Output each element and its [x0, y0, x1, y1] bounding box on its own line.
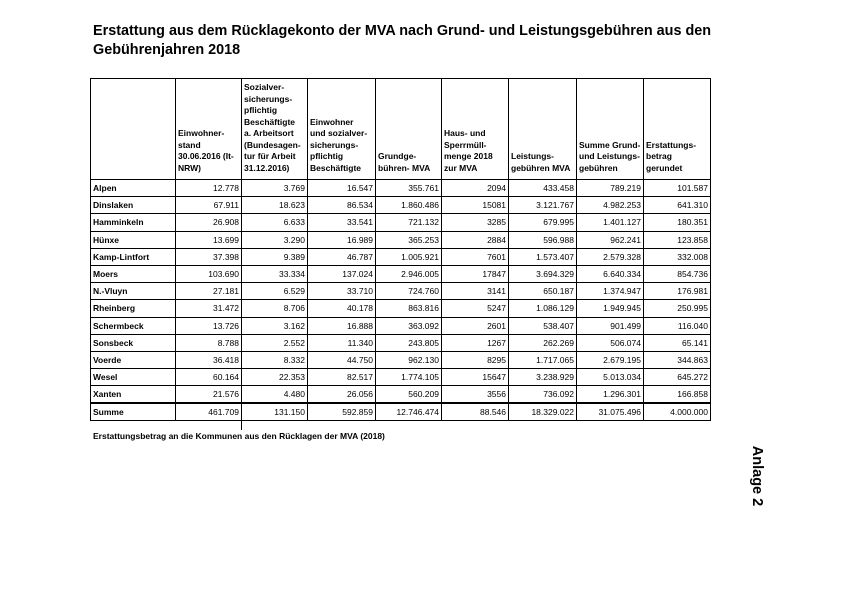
column-header-performance-fee — [509, 79, 577, 180]
municipality-name: Wesel — [91, 369, 176, 386]
cell-refund-amount: 854.736 — [644, 265, 711, 282]
municipality-name: Sonsbeck — [91, 334, 176, 351]
cell-base-fee: 365.253 — [376, 231, 442, 248]
column-header-refund-amount — [644, 79, 711, 180]
cell-refund-amount: 641.310 — [644, 197, 711, 214]
column-header-line: Haus- und — [444, 128, 486, 138]
column-header-population — [176, 79, 242, 180]
cell-refund-amount: 176.981 — [644, 283, 711, 300]
table-row — [91, 283, 711, 300]
cell-population: 12.778 — [176, 180, 242, 197]
cell-population: 8.788 — [176, 334, 242, 351]
cell-employees: 8.706 — [242, 300, 308, 317]
cell-performance-fee: 1.717.065 — [509, 351, 577, 368]
column-header-line: und sozialver- — [310, 128, 368, 138]
column-header-employees — [242, 79, 308, 180]
cell-base-fee: 2.946.005 — [376, 265, 442, 282]
cell-total-fees: 2.679.195 — [577, 351, 644, 368]
column-header-line: Einwohner — [310, 116, 354, 127]
cell-base-fee: 560.209 — [376, 386, 442, 403]
column-header-line: tur für Arbeit — [244, 151, 296, 161]
cell-employees: 4.480 — [242, 386, 308, 403]
cell-total-fees: 1.296.301 — [577, 386, 644, 403]
cell-waste-volume: 2601 — [442, 317, 509, 334]
cell-total-fees: 506.074 — [577, 334, 644, 351]
cell-waste-volume: 1267 — [442, 334, 509, 351]
municipality-name: Moers — [91, 265, 176, 282]
column-header-line: bühren- MVA — [378, 162, 431, 173]
column-header-population-plus-employees — [308, 79, 376, 180]
column-header-line: Sozialver- — [244, 82, 285, 92]
cell-employees: 18.623 — [242, 197, 308, 214]
column-header-line: a. Arbeitsort — [244, 128, 294, 138]
cell-base-fee: 12.746.474 — [376, 403, 442, 421]
cell-performance-fee: 3.238.929 — [509, 369, 577, 386]
cell-waste-volume: 5247 — [442, 300, 509, 317]
cell-refund-amount: 645.272 — [644, 369, 711, 386]
cell-employees: 22.353 — [242, 369, 308, 386]
table-row — [91, 197, 711, 214]
cell-employees: 2.552 — [242, 334, 308, 351]
cell-waste-volume: 15081 — [442, 197, 509, 214]
cell-performance-fee: 1.086.129 — [509, 300, 577, 317]
column-header-line: 30.06.2016 (It- — [178, 151, 234, 161]
table-row — [91, 231, 711, 248]
cell-employees: 9.389 — [242, 248, 308, 265]
cell-employees: 3.769 — [242, 180, 308, 197]
column-header-waste-volume — [442, 79, 509, 180]
municipality-name: Hamminkeln — [91, 214, 176, 231]
cell-total-fees: 2.579.328 — [577, 248, 644, 265]
column-header-line: gerundet — [646, 162, 683, 173]
cell-base-fee: 724.760 — [376, 283, 442, 300]
cell-population: 13.726 — [176, 317, 242, 334]
column-header-line: Beschäftigte — [244, 116, 296, 127]
cell-waste-volume: 3141 — [442, 283, 509, 300]
cell-employees: 131.150 — [242, 403, 308, 421]
cell-waste-volume: 88.546 — [442, 403, 509, 421]
cell-population-plus-employees: 137.024 — [308, 265, 376, 282]
cell-base-fee: 962.130 — [376, 351, 442, 368]
municipality-name: Rheinberg — [91, 300, 176, 317]
cell-refund-amount: 250.995 — [644, 300, 711, 317]
cell-population-plus-employees: 16.547 — [308, 180, 376, 197]
total-row — [91, 403, 711, 421]
cell-population-plus-employees: 11.340 — [308, 334, 376, 351]
municipality-name: Voerde — [91, 351, 176, 368]
cell-total-fees: 1.401.127 — [577, 214, 644, 231]
cell-base-fee: 243.805 — [376, 334, 442, 351]
cell-waste-volume: 7601 — [442, 248, 509, 265]
cell-employees: 3.162 — [242, 317, 308, 334]
cell-population: 36.418 — [176, 351, 242, 368]
cell-waste-volume: 2884 — [442, 231, 509, 248]
document-title-line-2: Gebührenjahren 2018 — [93, 42, 241, 58]
cell-population-plus-employees: 33.710 — [308, 283, 376, 300]
column-header-line: betrag — [646, 151, 672, 161]
cell-population: 31.472 — [176, 300, 242, 317]
municipality-name: Xanten — [91, 386, 176, 403]
cell-refund-amount: 123.858 — [644, 231, 711, 248]
cell-population-plus-employees: 82.517 — [308, 369, 376, 386]
cell-population-plus-employees: 592.859 — [308, 403, 376, 421]
cell-waste-volume: 2094 — [442, 180, 509, 197]
cell-refund-amount: 116.040 — [644, 317, 711, 334]
municipality-name: Schermbeck — [91, 317, 176, 334]
cell-employees: 3.290 — [242, 231, 308, 248]
cell-employees: 6.633 — [242, 214, 308, 231]
municipality-name: Hünxe — [91, 231, 176, 248]
column-header-line: gebühren MVA — [511, 162, 571, 173]
cell-performance-fee: 433.458 — [509, 180, 577, 197]
cell-employees: 6.529 — [242, 283, 308, 300]
municipality-name: N.-Vluyn — [91, 283, 176, 300]
cell-population: 60.164 — [176, 369, 242, 386]
cell-population-plus-employees: 33.541 — [308, 214, 376, 231]
table-row — [91, 317, 711, 334]
document-title-line-1: Erstattung aus dem Rücklagekonto der MVA nach Grund- und Leistungsgebühren aus den — [93, 23, 712, 39]
cell-population: 13.699 — [176, 231, 242, 248]
column-header-line: pflichtig — [244, 105, 278, 115]
cell-population-plus-employees: 86.534 — [308, 197, 376, 214]
divider-line — [241, 419, 242, 430]
cell-performance-fee: 538.407 — [509, 317, 577, 334]
total-label: Summe — [91, 403, 176, 421]
municipality-name: Kamp-Lintfort — [91, 248, 176, 265]
cell-population-plus-employees: 46.787 — [308, 248, 376, 265]
column-header-line: Einwohner- — [178, 128, 225, 138]
cell-refund-amount: 344.863 — [644, 351, 711, 368]
cell-waste-volume: 3285 — [442, 214, 509, 231]
cell-base-fee: 1.005.921 — [376, 248, 442, 265]
cell-population: 26.908 — [176, 214, 242, 231]
column-header-line: sicherungs- — [310, 139, 359, 150]
table-row — [91, 214, 711, 231]
column-header-line: pflichtig — [310, 151, 344, 161]
cell-performance-fee: 262.269 — [509, 334, 577, 351]
cell-population: 103.690 — [176, 265, 242, 282]
attachment-label: Anlage 2 — [749, 445, 765, 507]
table-row — [91, 248, 711, 265]
table-row — [91, 369, 711, 386]
column-header-line: sicherungs- — [244, 93, 293, 104]
table-row — [91, 265, 711, 282]
cell-refund-amount: 101.587 — [644, 180, 711, 197]
municipality-name: Dinslaken — [91, 197, 176, 214]
column-header-line: und Leistungs- — [579, 151, 640, 161]
cell-population-plus-employees: 16.888 — [308, 317, 376, 334]
cell-total-fees: 789.219 — [577, 180, 644, 197]
refund-table — [90, 78, 711, 421]
cell-performance-fee: 18.329.022 — [509, 403, 577, 421]
cell-employees: 8.332 — [242, 351, 308, 368]
header-row — [91, 79, 711, 180]
cell-performance-fee: 650.187 — [509, 283, 577, 300]
column-header-line: stand — [178, 139, 201, 150]
cell-refund-amount: 166.858 — [644, 386, 711, 403]
municipality-name: Alpen — [91, 180, 176, 197]
column-header-line: Grundge- — [378, 151, 417, 161]
cell-base-fee: 1.860.486 — [376, 197, 442, 214]
column-header-line: Erstattungs- — [646, 139, 697, 150]
cell-performance-fee: 596.988 — [509, 231, 577, 248]
cell-waste-volume: 3556 — [442, 386, 509, 403]
cell-base-fee: 721.132 — [376, 214, 442, 231]
column-header-total-fees — [577, 79, 644, 180]
table-row — [91, 386, 711, 403]
cell-population-plus-employees: 40.178 — [308, 300, 376, 317]
column-header-line: menge 2018 — [444, 151, 493, 161]
cell-population: 461.709 — [176, 403, 242, 421]
column-header-line: Summe Grund- — [579, 139, 641, 150]
footnote: Erstattungsbetrag an die Kommunen aus den Rücklagen der MVA (2018) — [93, 431, 385, 441]
column-header-line: 31.12.2016) — [244, 162, 290, 173]
cell-waste-volume: 8295 — [442, 351, 509, 368]
cell-population-plus-employees: 44.750 — [308, 351, 376, 368]
column-header-line: Beschäftigte — [310, 162, 362, 173]
column-header-municipality — [91, 79, 176, 180]
column-header-line: Leistungs- — [511, 151, 554, 161]
table-row — [91, 334, 711, 351]
cell-base-fee: 1.774.105 — [376, 369, 442, 386]
cell-population: 21.576 — [176, 386, 242, 403]
cell-base-fee: 355.761 — [376, 180, 442, 197]
cell-performance-fee: 736.092 — [509, 386, 577, 403]
cell-performance-fee: 1.573.407 — [509, 248, 577, 265]
cell-total-fees: 4.982.253 — [577, 197, 644, 214]
cell-population-plus-employees: 26.056 — [308, 386, 376, 403]
cell-refund-amount: 180.351 — [644, 214, 711, 231]
column-header-line: zur MVA — [444, 162, 478, 173]
cell-performance-fee: 3.121.767 — [509, 197, 577, 214]
column-header-line: gebühren — [579, 162, 618, 173]
cell-total-fees: 31.075.496 — [577, 403, 644, 421]
cell-total-fees: 1.949.945 — [577, 300, 644, 317]
cell-total-fees: 901.499 — [577, 317, 644, 334]
cell-population: 27.181 — [176, 283, 242, 300]
cell-population-plus-employees: 16.989 — [308, 231, 376, 248]
cell-performance-fee: 3.694.329 — [509, 265, 577, 282]
table-row — [91, 180, 711, 197]
cell-waste-volume: 15647 — [442, 369, 509, 386]
cell-waste-volume: 17847 — [442, 265, 509, 282]
table-header — [91, 79, 711, 180]
cell-total-fees: 5.013.034 — [577, 369, 644, 386]
cell-base-fee: 363.092 — [376, 317, 442, 334]
cell-base-fee: 863.816 — [376, 300, 442, 317]
cell-refund-amount: 4.000.000 — [644, 403, 711, 421]
column-header-line: (Bundesagen- — [244, 139, 301, 150]
cell-employees: 33.334 — [242, 265, 308, 282]
cell-performance-fee: 679.995 — [509, 214, 577, 231]
cell-total-fees: 1.374.947 — [577, 283, 644, 300]
cell-population: 67.911 — [176, 197, 242, 214]
cell-refund-amount: 332.008 — [644, 248, 711, 265]
document-title — [93, 22, 711, 60]
table-row — [91, 351, 711, 368]
cell-total-fees: 962.241 — [577, 231, 644, 248]
table-body — [91, 180, 711, 421]
cell-total-fees: 6.640.334 — [577, 265, 644, 282]
cell-refund-amount: 65.141 — [644, 334, 711, 351]
cell-population: 37.398 — [176, 248, 242, 265]
column-header-line: NRW) — [178, 162, 201, 173]
column-header-line: Sperrmüll- — [444, 139, 487, 150]
column-header-base-fee — [376, 79, 442, 180]
table-row — [91, 300, 711, 317]
